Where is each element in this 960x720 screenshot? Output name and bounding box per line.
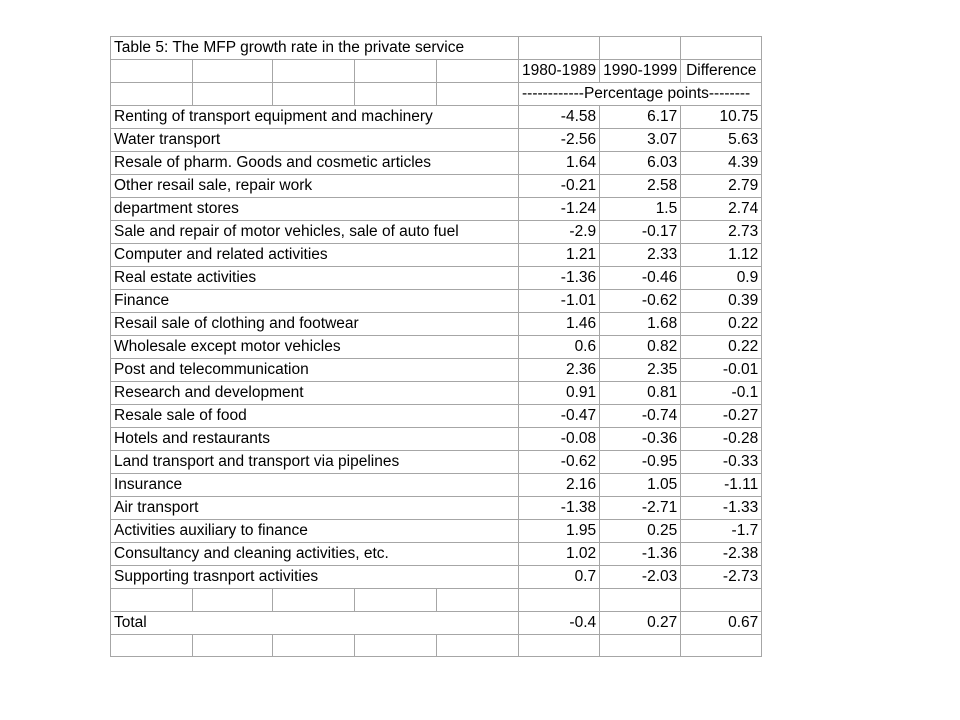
- row-label: Post and telecommunication: [111, 359, 519, 382]
- value-1990-1999: 1.5: [600, 198, 681, 221]
- table-row: [111, 474, 762, 497]
- table-title: Table 5: The MFP growth rate in the private service: [111, 37, 519, 60]
- header-row: [111, 60, 762, 83]
- value-difference: 0.67: [681, 611, 762, 634]
- value-difference: 2.79: [681, 175, 762, 198]
- row-label: Land transport and transport via pipelines: [111, 451, 519, 474]
- empty-cell: [681, 634, 762, 657]
- empty-cell: [193, 83, 273, 106]
- value-1980-1989: 0.7: [519, 566, 600, 589]
- empty-cell: [519, 589, 600, 612]
- table-row: [111, 152, 762, 175]
- empty-cell: [437, 589, 519, 612]
- value-1990-1999: -0.17: [600, 221, 681, 244]
- row-label: department stores: [111, 198, 519, 221]
- value-1980-1989: 0.6: [519, 336, 600, 359]
- row-label: Hotels and restaurants: [111, 428, 519, 451]
- table-row: [111, 313, 762, 336]
- table-row: [111, 175, 762, 198]
- value-1990-1999: -0.74: [600, 405, 681, 428]
- empty-cell: [519, 634, 600, 657]
- value-difference: 1.12: [681, 244, 762, 267]
- value-1990-1999: 0.82: [600, 336, 681, 359]
- value-difference: -1.7: [681, 520, 762, 543]
- value-1980-1989: -2.56: [519, 129, 600, 152]
- row-label: Sale and repair of motor vehicles, sale of auto fuel: [111, 221, 519, 244]
- value-1980-1989: -1.01: [519, 290, 600, 313]
- empty-cell: [681, 589, 762, 612]
- value-1980-1989: -4.58: [519, 106, 600, 129]
- empty-cell: [273, 634, 355, 657]
- value-1990-1999: -1.36: [600, 543, 681, 566]
- empty-cell: [193, 634, 273, 657]
- value-1990-1999: 0.25: [600, 520, 681, 543]
- empty-cell: [355, 634, 437, 657]
- value-1990-1999: -0.62: [600, 290, 681, 313]
- value-1980-1989: 1.64: [519, 152, 600, 175]
- value-difference: 0.9: [681, 267, 762, 290]
- empty-cell: [111, 83, 193, 106]
- empty-cell: [193, 60, 273, 83]
- empty-cell: [193, 589, 273, 612]
- value-1980-1989: -0.08: [519, 428, 600, 451]
- value-difference: 0.22: [681, 313, 762, 336]
- table-row: [111, 428, 762, 451]
- empty-cell: [600, 634, 681, 657]
- table-row: [111, 244, 762, 267]
- value-1990-1999: -0.46: [600, 267, 681, 290]
- value-1980-1989: -0.21: [519, 175, 600, 198]
- title-row: [111, 37, 762, 60]
- value-difference: -0.28: [681, 428, 762, 451]
- value-1990-1999: 6.17: [600, 106, 681, 129]
- value-1990-1999: 6.03: [600, 152, 681, 175]
- value-difference: -1.33: [681, 497, 762, 520]
- empty-cell: [437, 60, 519, 83]
- value-difference: -0.33: [681, 451, 762, 474]
- value-1990-1999: -0.95: [600, 451, 681, 474]
- row-label: Renting of transport equipment and machinery: [111, 106, 519, 129]
- unit-note: ------------Percentage points--------: [519, 83, 762, 106]
- value-1990-1999: 0.27: [600, 611, 681, 634]
- value-1980-1989: -0.4: [519, 611, 600, 634]
- empty-cell: [437, 634, 519, 657]
- value-difference: 0.22: [681, 336, 762, 359]
- row-label: Supporting trasnport activities: [111, 566, 519, 589]
- empty-cell: [273, 60, 355, 83]
- table-row: [111, 106, 762, 129]
- value-1990-1999: -2.03: [600, 566, 681, 589]
- row-label: Air transport: [111, 497, 519, 520]
- value-1980-1989: 2.36: [519, 359, 600, 382]
- blank-row: [111, 589, 762, 612]
- empty-cell: [355, 83, 437, 106]
- value-1980-1989: 1.46: [519, 313, 600, 336]
- table-row: [111, 359, 762, 382]
- value-difference: 4.39: [681, 152, 762, 175]
- row-label: Consultancy and cleaning activities, etc.: [111, 543, 519, 566]
- table-row: [111, 497, 762, 520]
- value-difference: 10.75: [681, 106, 762, 129]
- table-row: [111, 382, 762, 405]
- value-difference: -2.38: [681, 543, 762, 566]
- value-1990-1999: 2.35: [600, 359, 681, 382]
- empty-cell: [681, 37, 762, 60]
- empty-cell: [111, 60, 193, 83]
- value-difference: 2.73: [681, 221, 762, 244]
- empty-cell: [437, 83, 519, 106]
- value-1990-1999: 2.58: [600, 175, 681, 198]
- table-row: [111, 566, 762, 589]
- empty-cell: [355, 589, 437, 612]
- row-label: Water transport: [111, 129, 519, 152]
- value-difference: 5.63: [681, 129, 762, 152]
- value-1980-1989: -2.9: [519, 221, 600, 244]
- value-difference: -0.1: [681, 382, 762, 405]
- value-1990-1999: 1.68: [600, 313, 681, 336]
- row-label: Finance: [111, 290, 519, 313]
- data-table: [110, 36, 762, 657]
- row-label: Activities auxiliary to finance: [111, 520, 519, 543]
- value-1980-1989: 1.95: [519, 520, 600, 543]
- table-row: [111, 336, 762, 359]
- value-difference: -1.11: [681, 474, 762, 497]
- table-row: [111, 198, 762, 221]
- empty-cell: [355, 60, 437, 83]
- row-label: Insurance: [111, 474, 519, 497]
- value-1980-1989: 2.16: [519, 474, 600, 497]
- empty-cell: [111, 589, 193, 612]
- value-1990-1999: 1.05: [600, 474, 681, 497]
- value-1980-1989: -1.38: [519, 497, 600, 520]
- header-1980-1989: 1980-1989: [519, 60, 600, 83]
- unit-row: [111, 83, 762, 106]
- table-row: [111, 405, 762, 428]
- empty-cell: [111, 634, 193, 657]
- row-label: Other resail sale, repair work: [111, 175, 519, 198]
- value-difference: -2.73: [681, 566, 762, 589]
- row-label: Resail sale of clothing and footwear: [111, 313, 519, 336]
- empty-cell: [519, 37, 600, 60]
- value-1980-1989: 0.91: [519, 382, 600, 405]
- row-label: Research and development: [111, 382, 519, 405]
- header-difference: Difference: [681, 60, 762, 83]
- header-1990-1999: 1990-1999: [600, 60, 681, 83]
- value-1990-1999: -2.71: [600, 497, 681, 520]
- total-row: [111, 611, 762, 634]
- empty-cell: [600, 589, 681, 612]
- empty-cell: [273, 83, 355, 106]
- table-row: [111, 290, 762, 313]
- row-label: Resale of pharm. Goods and cosmetic articles: [111, 152, 519, 175]
- row-label: Computer and related activities: [111, 244, 519, 267]
- value-1990-1999: -0.36: [600, 428, 681, 451]
- blank-row: [111, 634, 762, 657]
- row-label: Real estate activities: [111, 267, 519, 290]
- value-1980-1989: -0.47: [519, 405, 600, 428]
- table-row: [111, 221, 762, 244]
- table-body: [111, 37, 762, 657]
- table-row: [111, 520, 762, 543]
- value-1980-1989: -0.62: [519, 451, 600, 474]
- value-1980-1989: 1.21: [519, 244, 600, 267]
- row-label: Total: [111, 611, 519, 634]
- table-row: [111, 267, 762, 290]
- value-1990-1999: 3.07: [600, 129, 681, 152]
- value-1980-1989: -1.24: [519, 198, 600, 221]
- value-difference: -0.27: [681, 405, 762, 428]
- table-row: [111, 543, 762, 566]
- empty-cell: [273, 589, 355, 612]
- table-row: [111, 129, 762, 152]
- value-1980-1989: 1.02: [519, 543, 600, 566]
- value-1990-1999: 2.33: [600, 244, 681, 267]
- value-difference: 0.39: [681, 290, 762, 313]
- row-label: Wholesale except motor vehicles: [111, 336, 519, 359]
- row-label: Resale sale of food: [111, 405, 519, 428]
- empty-cell: [600, 37, 681, 60]
- value-difference: -0.01: [681, 359, 762, 382]
- value-difference: 2.74: [681, 198, 762, 221]
- value-1990-1999: 0.81: [600, 382, 681, 405]
- table-row: [111, 451, 762, 474]
- value-1980-1989: -1.36: [519, 267, 600, 290]
